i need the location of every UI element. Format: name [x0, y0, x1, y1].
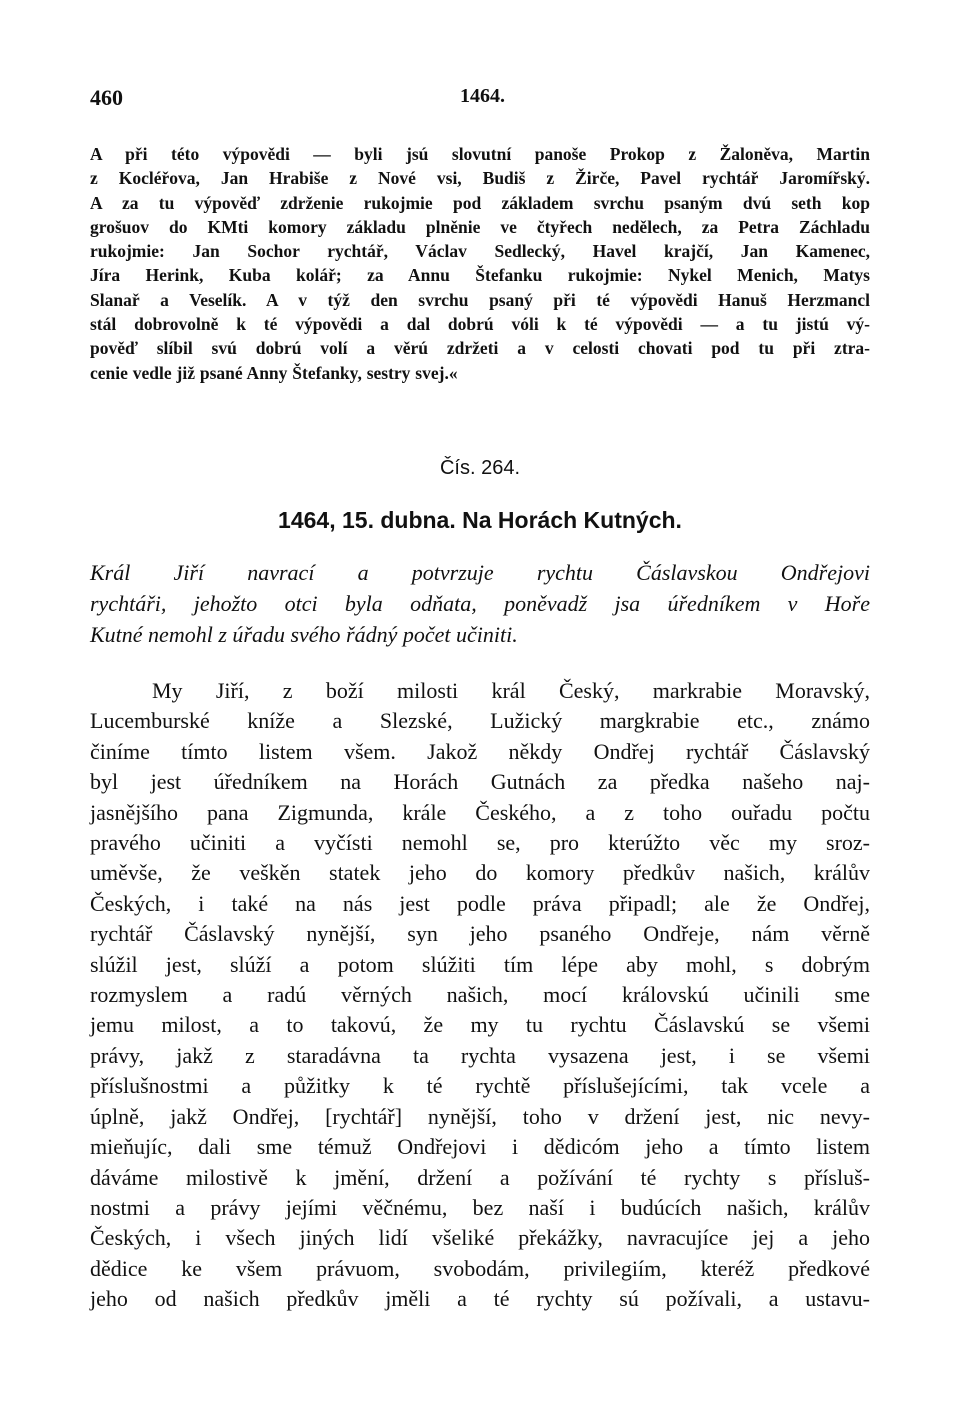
- page-number: 460: [90, 85, 123, 110]
- body-line: dědice ke všem právuom, svobodám, privilegiím, kteréž předkové: [90, 1255, 870, 1281]
- text-line: cenie vedle již psané Anny Štefanky, sestry svej.«: [90, 362, 458, 383]
- summary-line: Král Jiří navrací a potvrzuje rychtu Čáslavskou Ondřejovi: [90, 560, 870, 585]
- body-line: jasnějšího pana Zigmunda, krále Českého, a z toho ouřadu počtu: [90, 799, 870, 825]
- body-line: byl jest úředníkem na Horách Gutnách za předka našeho naj-: [90, 769, 870, 795]
- document-body: [90, 676, 870, 1315]
- document-number: Čís. 264.: [439, 457, 521, 479]
- document-summary: [90, 557, 870, 650]
- text-line: stál dobrovolně k té výpovědi a dal dobrú vóli k té výpovědi — a tu jistú vý-: [90, 314, 870, 335]
- document-date-place: 1464, 15. dubna. Na Horách Kutných.: [278, 507, 682, 533]
- body-line: Českých, i všech jiných lidí všeliké překážky, navracujíce jej a jeho: [90, 1225, 870, 1251]
- body-line: úplně, jakž Ondřej, [rychtář] nynější, toho v držení jest, nic nevy-: [90, 1103, 870, 1129]
- body-line: rychtář Čáslavský nynější, syn jeho psaného Ondřeje, nám věrně: [90, 921, 870, 947]
- text-line: z Kocléřova, Jan Hrabiše z Nové vsi, Budiš z Žirče, Pavel rychtář Jaromířský.: [90, 168, 870, 189]
- summary-line: Kutné nemohl z úřadu svého řádný počet učiniti.: [90, 622, 518, 647]
- summary-line: rychtáři, jehožto otci byla odňata, poněvadž jsa úředníkem v Hoře: [90, 591, 870, 616]
- body-line: mieňujíc, dali sme témuž Ondřejovi i dědicóm jeho a tímto listem: [90, 1134, 870, 1160]
- body-line: právy, jakž z staradávna ta rychta vysazena jest, i se všemi: [90, 1042, 870, 1068]
- text-line: pověď slíbil svú dobrú volí a věrú zdržeti a v celosti chovati pod tu při ztra-: [90, 338, 870, 359]
- page-header: [90, 85, 870, 115]
- text-line: rukojmie: Jan Sochor rychtář, Václav Sedlecký, Havel krajčí, Jan Kamenec,: [90, 241, 870, 262]
- body-line: jeho od našich předkův jměli a té rychty sú požívali, a ustavu-: [90, 1286, 870, 1312]
- body-line: jemu milost, a to takovú, že my tu rychtu Čáslavskú se všemi: [90, 1012, 870, 1038]
- body-line: Českých, i také na nás jest podle práva připadl; ale že Ondřej,: [90, 890, 870, 916]
- body-line: nostmi a právy jejími věčnému, bez naší i budúcích našich, králův: [90, 1194, 870, 1220]
- text-line: A při této výpovědi — byli jsú slovutní panoše Prokop z Žaloněva, Martin: [90, 144, 870, 164]
- body-line: slúžil jest, slúží a potom slúžiti tím lépe aby mohl, s dobrým: [90, 951, 870, 977]
- body-line: uměvše, že veškěn statek jeho do komory předkův našich, králův: [90, 860, 870, 886]
- body-line: pravého učiniti a vyčísti nemohl se, pro kterúžto věc my sroz-: [90, 830, 870, 856]
- body-line: My Jiří, z boží milosti král Český, markrabie Moravský,: [152, 678, 870, 703]
- previous-document-continuation: [90, 142, 870, 385]
- body-line: dáváme milostivě k jmění, držení a požívání té rychty s přísluš-: [90, 1164, 870, 1190]
- text-line: grošuov do KMti komory základu plněnie ve čtyřech nedělech, za Petra Záchladu: [90, 216, 870, 237]
- running-head-year: 1464.: [460, 85, 505, 107]
- text-line: Slanař a Veselík. A v týž den svrchu psaný při té výpovědi Hanuš Herzmancl: [90, 289, 870, 310]
- body-line: činíme tímto listem všem. Jakož někdy Ondřej rychtář Čáslavský: [90, 738, 870, 764]
- body-line: Lucemburské kníže a Slezské, Lužický margkrabie etc., známo: [90, 708, 870, 734]
- body-line: rozmyslem a radú věrných našich, mocí královskú učinili sme: [90, 982, 870, 1008]
- text-line: A za tu výpověď zdrženie rukojmie pod základem svrchu psaným dvú seth kop: [90, 192, 870, 213]
- text-line: Jíra Herink, Kuba kolář; za Annu Štefanku rukojmie: Nykel Menich, Matys: [90, 265, 870, 286]
- body-line: příslušnostmi a půžitky k té rychtě příslušejícími, tak vcele a: [90, 1073, 870, 1099]
